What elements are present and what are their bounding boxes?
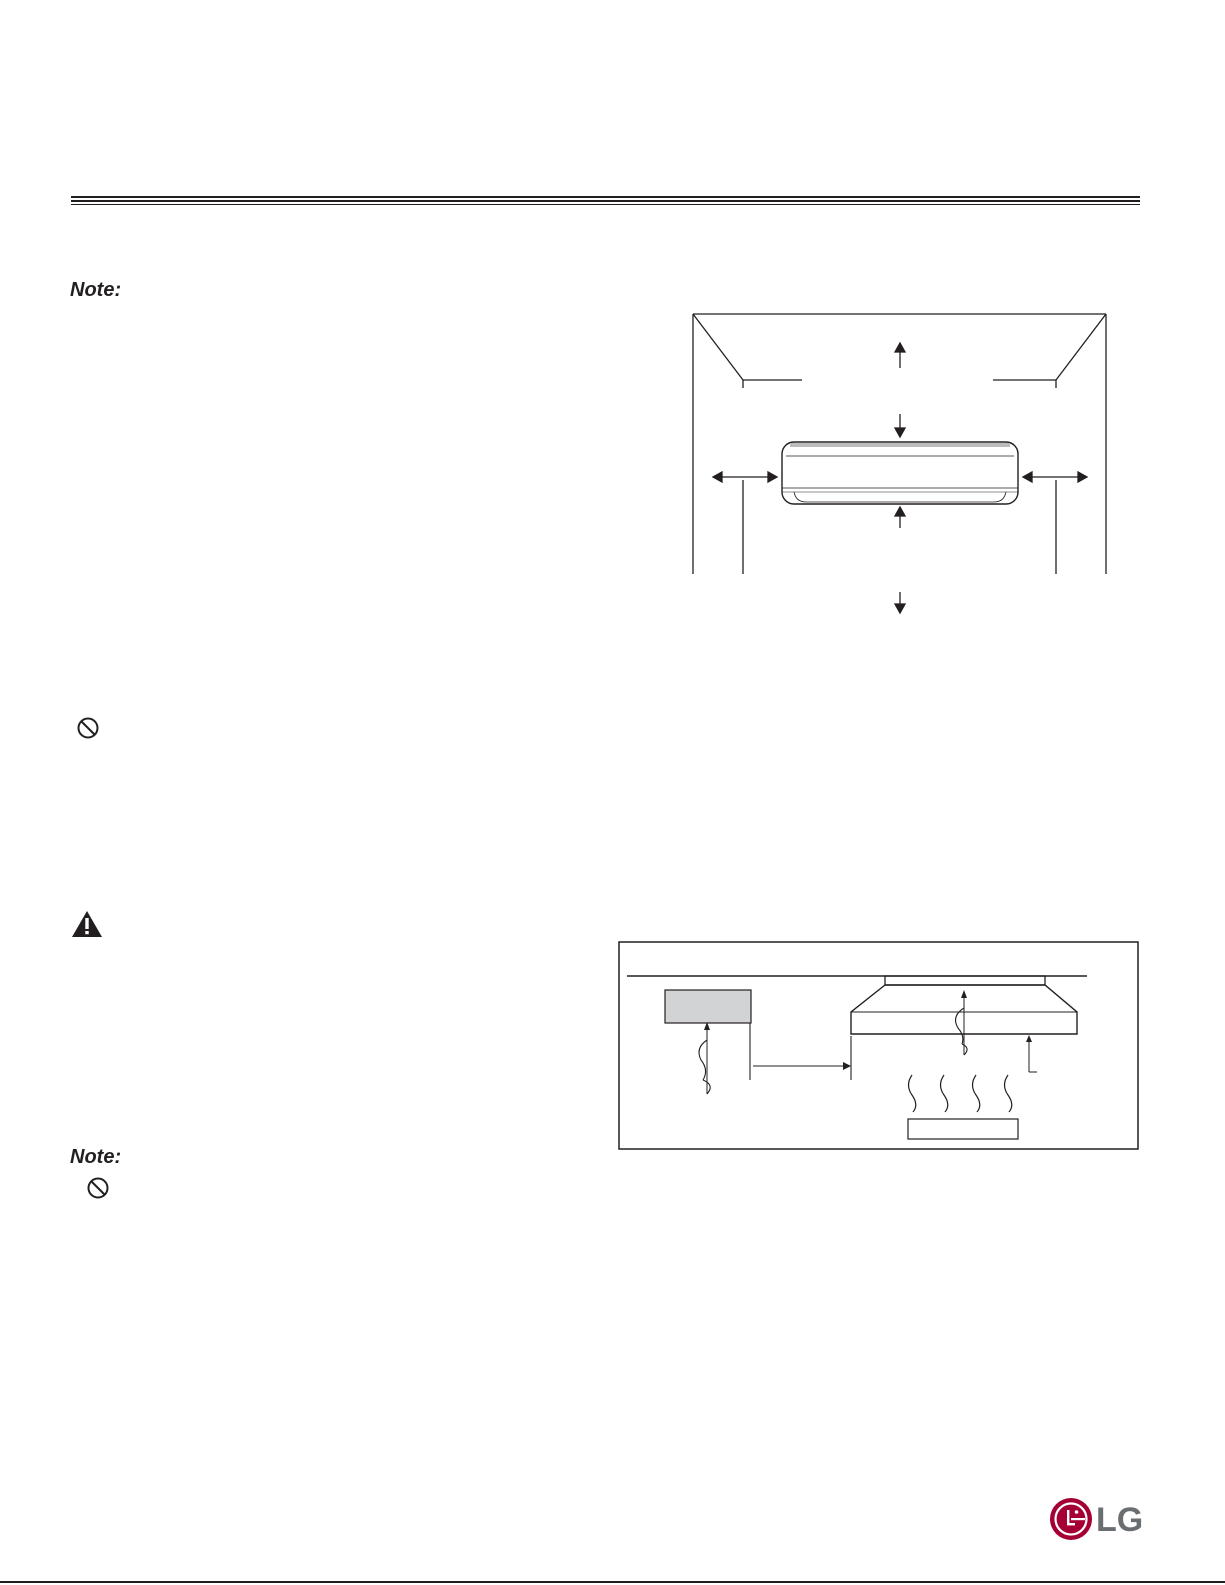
warning-triangle-icon [71,910,103,938]
page-bottom-rule [0,1581,1225,1583]
header-rule-bottom [71,204,1140,205]
heat-source-location-diagram [617,940,1141,1152]
note-label-top: Note: [70,279,122,301]
prohibition-icon [86,1176,112,1202]
indoor-unit-clearance-diagram [690,310,1110,620]
lg-logo-text: LG [1096,1501,1144,1539]
prohibition-icon [76,716,102,742]
header-rule-middle [71,200,1140,202]
note-label-bottom: Note: [70,1146,122,1168]
header-rule-top [71,196,1140,198]
lg-logo [1049,1497,1145,1543]
